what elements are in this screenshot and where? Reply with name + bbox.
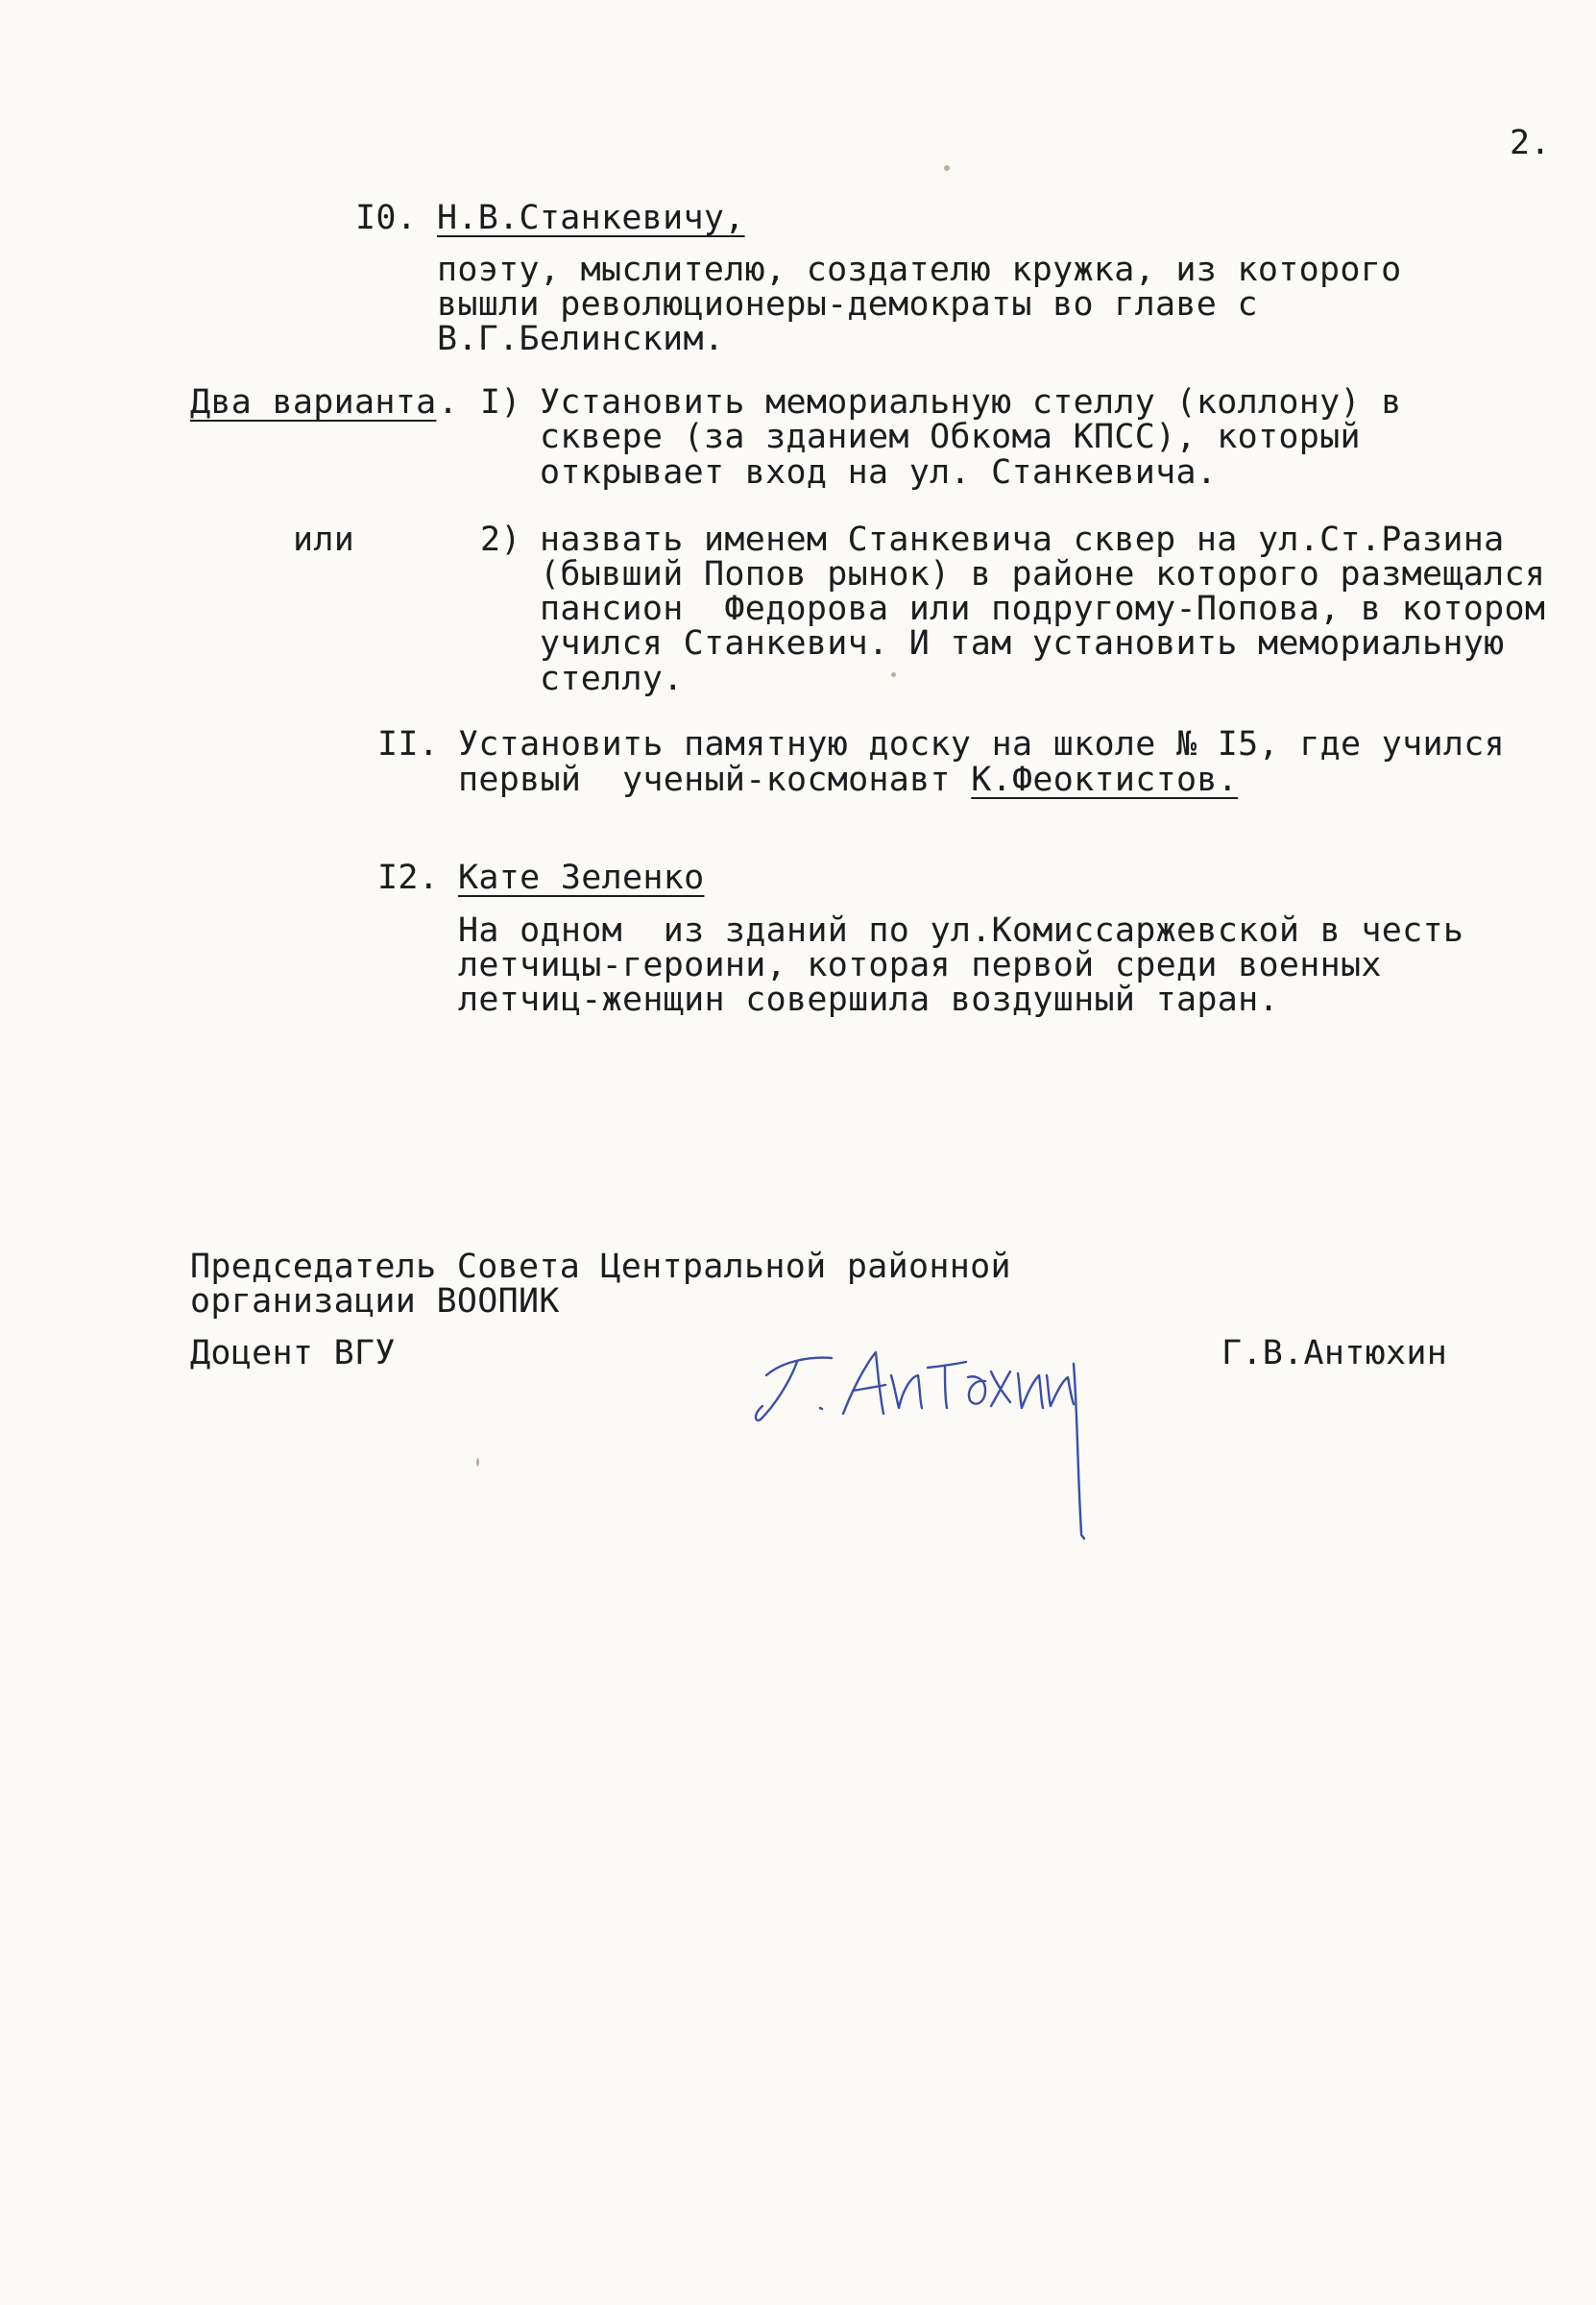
option-2-number: 2)	[480, 521, 521, 559]
option-1-line: Установить мемориальную стеллу (коллону) в	[540, 383, 1402, 422]
item-11-number: II.	[377, 725, 440, 764]
item-11-line2	[458, 762, 1238, 798]
signer-position: Доцент ВГУ	[190, 1334, 396, 1372]
handwritten-signature	[739, 1306, 1143, 1556]
item-10-number: I0.	[355, 199, 418, 237]
signer-name: Г.В.Антюхин	[1221, 1334, 1448, 1372]
or-label: или	[293, 521, 355, 559]
item-12-desc-line: На одном из зданий по ул.Комиссаржевской в честь	[458, 911, 1464, 950]
item-12-desc-line: летчицы-героини, которая первой среди военных	[458, 946, 1382, 984]
option-2-line: назвать именем Станкевича сквер на ул.Ст.Разина	[540, 521, 1505, 559]
item-10-desc-line: В.Г.Белинским.	[437, 320, 725, 358]
item-10-name: Н.В.Станкевичу,	[437, 199, 745, 237]
cosmonaut-name: К.Феоктистов.	[971, 761, 1239, 799]
option-2-line: учился Станкевич. И там установить мемориальную	[540, 624, 1505, 663]
option-1-line: открывает вход на ул. Станкевича.	[540, 453, 1218, 492]
paper-speck	[891, 672, 896, 677]
item-12-desc-line: летчиц-женщин совершила воздушный таран.	[458, 981, 1279, 1019]
variants-heading-dot: .	[438, 383, 459, 422]
item-12-number: I2.	[377, 859, 440, 897]
paper-speck	[476, 1458, 479, 1467]
option-1-line: сквере (за зданием Обкома КПСС), который	[540, 418, 1361, 456]
signer-title-line: организации ВООПИК	[190, 1282, 560, 1321]
item-11-line: Установить памятную доску на школе № I5, где учился	[458, 725, 1505, 764]
paper-speck	[944, 165, 950, 171]
item-10-desc-line: вышли революционеры-демократы во главе с	[437, 285, 1258, 324]
page-number: 2.	[1510, 124, 1551, 162]
option-2-line: стеллу.	[540, 660, 684, 698]
option-2-line: пансион Федорова или подругому-Попова, в котором	[540, 590, 1546, 628]
option-2-line: (бывший Попов рынок) в районе которого размещался	[540, 555, 1546, 594]
item-10-desc-line: поэту, мыслителю, создателю кружка, из которого	[437, 251, 1402, 289]
signer-title-line: Председатель Совета Центральной районной	[190, 1248, 1011, 1286]
option-1-number: I)	[480, 383, 521, 422]
variants-heading: Два варианта	[190, 383, 437, 422]
item-12-name: Кате Зеленко	[458, 859, 705, 897]
item-11-line2-text: первый ученый-космонавт	[458, 761, 972, 799]
